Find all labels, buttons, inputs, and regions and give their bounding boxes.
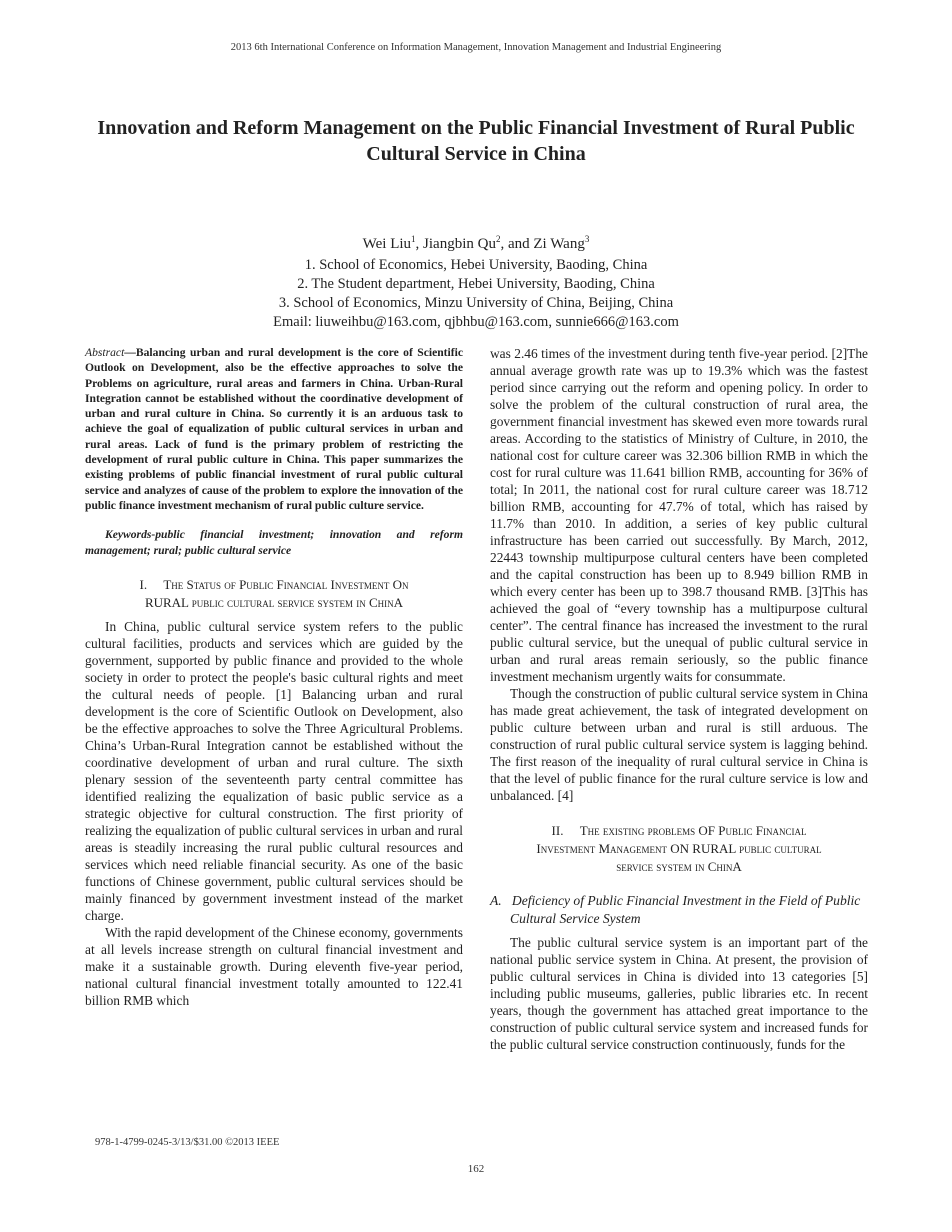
- section-2-paragraph-1: The public cultural service system is an important part of the national public service system in China. At present, the provision of public cultural services in China is divided into 13 categories [5] including public museums, galleries, public libraries etc. In recent years, though the government has attached great importance to the construction of public cultural service system and increased funds for the public cultural service construction continuously, funds for the: [490, 935, 868, 1052]
- section-1-number: I.: [139, 576, 148, 592]
- right-column: [490, 345, 868, 1053]
- author-sep-2: , and: [500, 236, 534, 252]
- affiliation-1: 1. School of Economics, Hebei University, Baoding, China: [304, 257, 648, 273]
- author-1: Wei Liu: [362, 236, 412, 252]
- section-1-paragraph-2: With the rapid development of the Chinese economy, governments at all levels increase strength on cultural financial investment and make it a sustainable growth. During eleventh five-year period, national cultural financial investment totally amounted to 122.41 billion RMB which: [85, 924, 463, 1008]
- section-1-title-line-2: RURAL public cultural service system in ChinA: [144, 594, 404, 610]
- abstract-dash: —: [124, 346, 136, 359]
- isbn-footer: 978-1-4799-0245-3/13/$31.00 ©2013 IEEE: [95, 1137, 280, 1148]
- section-1-paragraph-3: Though the construction of public cultural service system in China has made great achievement, the task of integrated development on public culture between urban and rural is still arduous. The construction of rural public cultural service system is lagging behind. The first reason of the inequality of rural cultural service in China is that the level of public finance for the rural culture service is low and unbalanced. [4]: [490, 686, 868, 803]
- email-line: Email: liuweihbu@163.com, qjbhbu@163.com, sunnie666@163.com: [273, 314, 679, 330]
- subsection-a-label: A.: [490, 893, 502, 908]
- section-1-paragraph-2-continued: was 2.46 times of the investment during tenth five-year period. [2]The annual average growth rate was up to 19.3% which was the fastest period since carrying out the reform and opening policy. In order to solve the problem of the cultural construction of rural area, the government financial investment has skewed even more towards rural areas. According to the statistics of Ministry of Culture, in 2010, the national cost for culture career was 32.306 billion RMB in which the cost for rural culture was 11.641 billion RMB, accounting for 36% of total; In 2011, the national cost for rural culture career was 18.712 billion RMB, accounting for 47.7% of total, which has raised by 11.7% than 2010. In addition, a series of key public cultural infrastructure has been carried out successfully. By March, 2012, 22443 township multipurpose cultural centers have been completed and the capital construction has been up to 8.949 billion RMB in which every center has been up to 398.7 thousand RMB. [3]This has achieved the goal of “every township has a multipurpose cultural center”. The central finance has increased the investment to the rural public cultural service, but the unequal of public cultural service in urban and rural areas remain seriously, so the public finance investment mechanism urgently waits for consummate.: [490, 346, 868, 684]
- subsection-a-heading: [490, 892, 868, 928]
- author-1-sup: 1: [411, 234, 416, 244]
- section-2-title-line-2: Investment Management ON RURAL public cultural: [536, 841, 822, 856]
- abstract: [85, 345, 463, 513]
- author-names: [0, 230, 952, 254]
- section-1-heading: [85, 576, 463, 612]
- section-1-paragraph-1: In China, public cultural service system refers to the public cultural facilities, products and services which are guided by the government, supported by public finance and provided to the whole society in order to protect the people's basic cultural rights and meet the cultural needs of people. [1] Balancing urban and rural development is the core of Scientific Outlook on Development, also be the effective approaches to solve the Three Agricultural Problems. China’s Urban-Rural Integration cannot be established without the coordinative development of urban and rural culture. The sixth plenary session of the seventeenth party central committee has identified realizing the equalization of basic public service as a strategic objective for cultural construction. The first priority of realizing the equalization of public cultural services in urban and rural areas is steadily increasing the rural public cultural resources and services which need reliable financial security. As one of the basic functions of Chinese government, public cultural services should be mainly financed by government investment instead of the market charge.: [85, 618, 463, 923]
- paper-title: Innovation and Reform Management on the Public Financial Investment of Rural Public Cultural Service in China: [97, 117, 855, 165]
- section-2-title-line-3: service system in ChinA: [616, 859, 742, 874]
- abstract-text: Balancing urban and rural development is the core of Scientific Outlook on Development, also be the effective approaches to solve the Problems on agriculture, rural areas and farmers in China. Urban-Rural Integration cannot be established without the coordinative development of urban and rural culture in China. So currently it is an arduous task to achieve the goal of equalization of public cultural services in urban and rural areas. Lack of fund is the primary problem of restricting the development of rural public culture in China. This paper summarizes the existing problems of public financial investment of rural public cultural service and analyzes of cause of the problem to explore the innovation of the public finance investment mechanism of rural public culture service.: [85, 346, 463, 512]
- section-2-number: II.: [551, 823, 564, 838]
- section-1-title-line-1: The Status of Public Financial Investment On: [163, 576, 409, 592]
- author-2: Jiangbin Qu: [423, 236, 496, 252]
- author-block: [0, 230, 952, 332]
- author-3: Zi Wang: [533, 236, 585, 252]
- subsection-a-title: Deficiency of Public Financial Investment in the Field of Public Cultural Service System: [510, 893, 861, 926]
- author-sep-1: ,: [415, 236, 424, 252]
- section-2-title-line-1: The existing problems OF Public Financial: [579, 823, 807, 838]
- author-3-sup: 3: [584, 234, 590, 244]
- abstract-label: Abstract: [85, 346, 125, 359]
- keywords: Keywords-public financial investment; innovation and reform management; rural; public cultural service: [85, 528, 463, 557]
- affiliation-2: 2. The Student department, Hebei University, Baoding, China: [297, 276, 655, 292]
- page-number: 162: [467, 1163, 485, 1175]
- affiliation-3: 3. School of Economics, Minzu University of China, Beijing, China: [278, 295, 674, 311]
- section-2-heading: [490, 822, 868, 876]
- author-2-sup: 2: [495, 234, 501, 244]
- left-column: [85, 345, 463, 1009]
- conference-header: 2013 6th International Conference on Information Management, Innovation Management and Industrial Engineering: [230, 42, 722, 53]
